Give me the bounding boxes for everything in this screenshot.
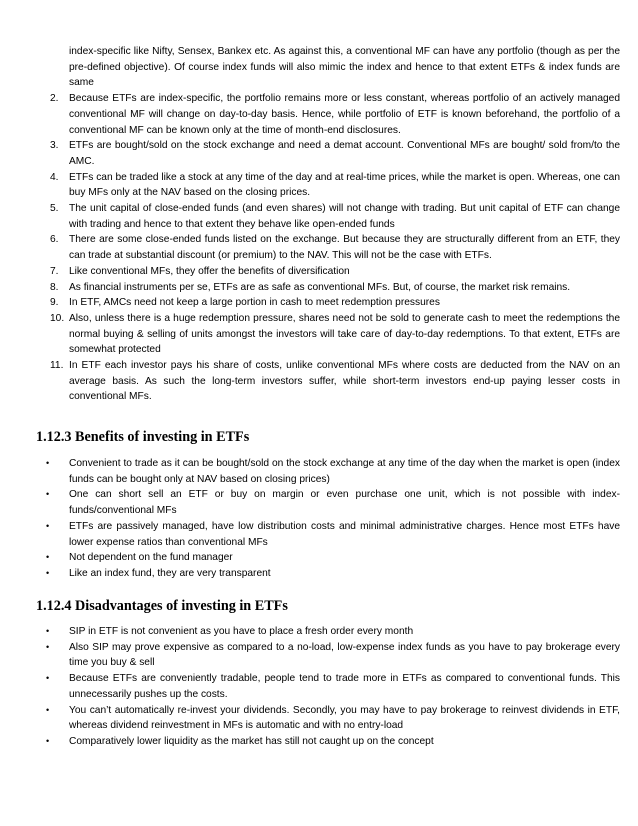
section-heading-benefits: 1.12.3 Benefits of investing in ETFs: [36, 429, 250, 445]
list-item: [36, 456, 620, 487]
list-number: 2.: [50, 93, 59, 105]
list-item: [36, 519, 620, 550]
list-item-text: ETFs can be traded like a stock at any time of the day and at real-time prices, while the market is open. Whereas, one can buy MFs only at the NAV based on the closing prices.: [69, 171, 620, 199]
list-item: [36, 566, 620, 582]
list-item-text: As financial instruments per se, ETFs are as safe as conventional MFs. But, of course, the market risk remains.: [69, 281, 571, 293]
benefits-list: [36, 456, 620, 582]
list-item-text: Like conventional MFs, they offer the benefits of diversification: [69, 265, 350, 277]
list-item: [36, 550, 620, 566]
list-item: [36, 311, 620, 358]
bullet-icon: •: [46, 673, 50, 684]
list-item: [36, 91, 620, 138]
bullet-icon: •: [46, 704, 50, 715]
list-item-text: Not dependent on the fund manager: [69, 552, 233, 564]
list-item-text: You can’t automatically re-invest your dividends. Secondly, you may have to pay brokerage to reinvest dividends in ETF, whereas dividend reinvestment in MFs is automatic and with no entry-load: [69, 704, 620, 732]
list-item-text: The unit capital of close-ended funds (and even shares) will not change with trading. But unit capital of ETF can change with trading and hence to that extent they behave like open-ended funds: [69, 203, 620, 230]
list-item: [36, 358, 620, 405]
list-item: [36, 640, 620, 671]
list-item-text: Like an index fund, they are very transparent: [69, 567, 271, 579]
bullet-icon: •: [46, 567, 50, 578]
numbered-list: [36, 44, 620, 405]
bullet-icon: •: [46, 520, 50, 531]
list-item: [36, 201, 620, 232]
list-item-text: ETFs are passively managed, have low distribution costs and minimal administrative charges. Hence most ETFs have lower expense ratios than conventional MFs: [69, 520, 620, 548]
disadvantages-list: [36, 624, 620, 750]
bullet-icon: •: [46, 626, 50, 636]
list-item: [36, 624, 620, 640]
list-item: [36, 264, 620, 280]
list-item-text: In ETF, AMCs need not keep a large portion in cash to meet redemption pressures: [69, 297, 440, 309]
bullet-icon: •: [46, 552, 50, 563]
list-number: 6.: [50, 234, 59, 246]
section-heading-disadvantages: 1.12.4 Disadvantages of investing in ETFs: [36, 598, 288, 614]
list-item-text: index-specific like Nifty, Sensex, Bankex etc. As against this, a conventional MF can have any portfolio (though as per the pre-defined objective). Of course index funds will also mimic the index and hence to that extent ETFs & index funds are same: [69, 46, 620, 89]
list-item: [36, 280, 620, 296]
list-item-continuation: [36, 44, 620, 91]
list-item-text: One can short sell an ETF or buy on margin or even purchase one unit, which is not possible with index-funds/conventional MFs: [69, 489, 620, 517]
bullet-icon: •: [46, 458, 50, 468]
bullet-icon: •: [46, 641, 50, 652]
list-item: [36, 671, 620, 702]
list-item: [36, 170, 620, 201]
list-item: [36, 232, 620, 263]
list-item: [36, 734, 620, 750]
list-item-text: There are some close-ended funds listed on the exchange. But because they are structurally different from an ETF, they can trade at substantial discount (or premium) to the NAV. This will not be the case with ETFs.: [69, 234, 620, 262]
list-item-text: Also SIP may prove expensive as compared to a no-load, low-expense index funds as you have to pay brokerage every time you buy & sell: [69, 641, 620, 669]
list-number: 7.: [50, 265, 59, 277]
list-item-text: ETFs are bought/sold on the stock exchange and need a demat account. Conventional MFs are bought/ sold from/to the AMC.: [69, 140, 620, 167]
list-number: 10.: [50, 312, 65, 324]
list-item-text: Comparatively lower liquidity as the market has still not caught up on the concept: [69, 735, 434, 747]
list-item: [36, 487, 620, 518]
list-number: 5.: [50, 203, 59, 215]
list-item: [36, 138, 620, 169]
list-number: 11.: [50, 360, 64, 372]
list-item-text: Also, unless there is a huge redemption pressure, shares need not be sold to generate cash to meet the redemptions the normal buying & selling of units amongst the investors will take care of day-to-day redemptions. To that extent, ETFs are somewhat protected: [69, 312, 620, 356]
bullet-icon: •: [46, 735, 50, 746]
list-item-text: In ETF each investor pays his share of costs, unlike conventional MFs where costs are deducted from the NAV on an average basis. As such the long-term investors suffer, while short-term investors end-up paying lesser costs in conventional MFs.: [69, 360, 620, 403]
list-item-text: SIP in ETF is not convenient as you have to place a fresh order every month: [69, 626, 414, 637]
list-item-text: Convenient to trade as it can be bought/sold on the stock exchange at any time of the day when the market is open (index funds can be bought only at NAV based on closing prices): [69, 458, 620, 485]
bullet-icon: •: [46, 489, 50, 500]
list-item: [36, 703, 620, 734]
list-number: 9.: [50, 297, 59, 309]
list-item-text: Because ETFs are conveniently tradable, people tend to trade more in ETFs as compared to conventional funds. This unnecessarily pushes up the costs.: [69, 673, 620, 700]
list-number: 3.: [50, 140, 59, 152]
list-item-text: Because ETFs are index-specific, the portfolio remains more or less constant, whereas portfolio of an actively managed conventional MF will change on day-to-day basis. Hence, while portfolio of ETF is known beforehand, the portfolio of a conventional MF can be known only at the time of month-end disclosures.: [69, 93, 620, 136]
list-number: 8.: [50, 281, 59, 293]
list-item: [36, 295, 620, 311]
list-number: 4.: [50, 171, 59, 183]
